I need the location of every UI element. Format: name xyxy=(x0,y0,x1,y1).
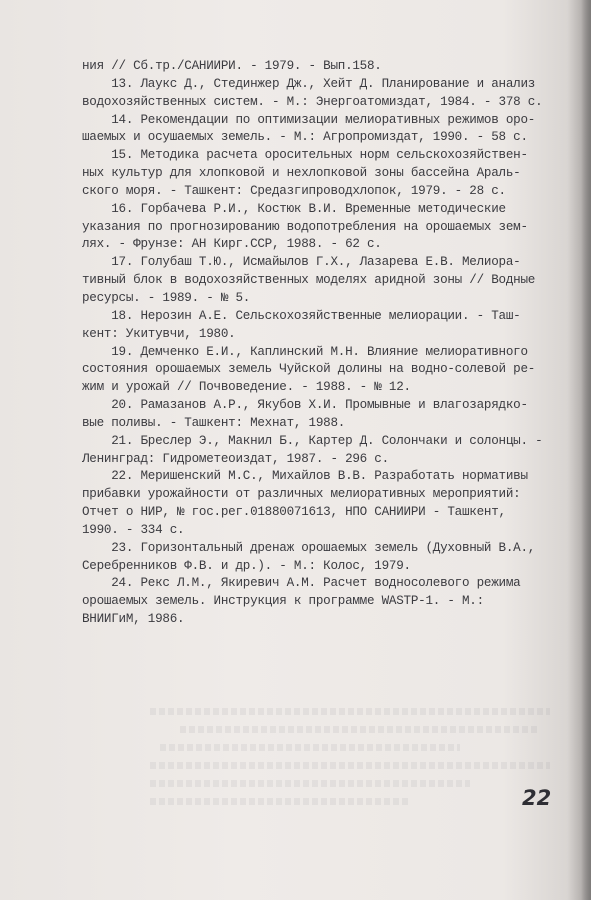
text-line: тивный блок в водохозяйственных моделях аридной зоны // Водные xyxy=(82,273,536,288)
text-line: прибавки урожайности от различных мелиоративных мероприятий: xyxy=(82,487,521,502)
text-line: 18. Нерозин А.Е. Сельскохозяйственные мелиорации. - Таш- xyxy=(82,308,521,323)
text-line: 16. Горбачева Р.И., Костюк В.И. Временные методические xyxy=(82,201,506,216)
text-line: указания по прогнозированию водопотребления на орошаемых зем- xyxy=(82,219,528,234)
bleed-through-line xyxy=(150,762,550,769)
text-line: 24. Рекс Л.М., Якиревич А.М. Расчет водносолевого режима xyxy=(82,576,521,591)
bleed-through-line xyxy=(150,798,410,805)
bleed-through-line xyxy=(150,780,470,787)
page-edge-shadow xyxy=(581,0,591,900)
bleed-through-line xyxy=(160,744,460,751)
bleed-through-line xyxy=(150,708,550,715)
text-line: 17. Голубаш Т.Ю., Исмайылов Г.Х., Лазарева Е.В. Мелиора- xyxy=(82,255,521,270)
text-line: Ленинград: Гидрометеоиздат, 1987. - 296 с. xyxy=(82,451,389,466)
text-line: 23. Горизонтальный дренаж орошаемых земель (Духовный В.А., xyxy=(82,540,536,555)
text-line: шаемых и осушаемых земель. - М.: Агропромиздат, 1990. - 58 с. xyxy=(82,130,528,145)
text-line: 13. Лаукс Д., Стединжер Дж., Хейт Д. Планирование и анализ xyxy=(82,76,536,91)
text-line: кент: Укитувчи, 1980. xyxy=(82,326,236,341)
bleed-through-line xyxy=(180,726,540,733)
bibliography-text xyxy=(82,58,577,629)
text-line: состояния орошаемых земель Чуйской долины на водно-солевой ре- xyxy=(82,362,536,377)
text-line: Серебренников Ф.В. и др.). - М.: Колос, 1979. xyxy=(82,558,411,573)
text-line: 1990. - 334 с. xyxy=(82,522,185,537)
text-line: ресурсы. - 1989. - № 5. xyxy=(82,290,251,305)
text-line: ского моря. - Ташкент: Средазгипроводхлопок, 1979. - 28 с. xyxy=(82,183,506,198)
text-line: лях. - Фрунзе: АН Кирг.ССР, 1988. - 62 с. xyxy=(82,237,382,252)
text-line: вые поливы. - Ташкент: Мехнат, 1988. xyxy=(82,415,346,430)
text-line: жим и урожай // Почвоведение. - 1988. - № 12. xyxy=(82,380,411,395)
text-line: ных культур для хлопковой и нехлопковой зоны бассейна Араль- xyxy=(82,166,521,181)
text-line: водохозяйственных систем. - М.: Энергоатомиздат, 1984. - 378 с. xyxy=(82,94,543,109)
text-line: 15. Методика расчета оросительных норм сельскохозяйствен- xyxy=(82,148,528,163)
text-line: ВНИИГиМ, 1986. xyxy=(82,612,185,627)
text-line: ния // Сб.тр./САНИИРИ. - 1979. - Вып.158. xyxy=(82,59,382,73)
text-line: 19. Демченко Е.И., Каплинский М.Н. Влияние мелиоративного xyxy=(82,344,528,359)
text-line: орошаемых земель. Инструкция к программе WASTP-1. - М.: xyxy=(82,594,484,609)
text-line: 14. Рекомендации по оптимизации мелиоративных режимов оро- xyxy=(82,112,536,127)
text-line: 22. Меришенский М.С., Михайлов В.В. Разработать нормативы xyxy=(82,469,528,484)
page-number: 22 xyxy=(522,786,552,810)
text-line: 20. Рамазанов А.Р., Якубов Х.И. Промывные и влагозарядко- xyxy=(82,398,528,413)
text-line: 21. Бреслер Э., Макнил Б., Картер Д. Солончаки и солонцы. - xyxy=(82,433,543,448)
text-line: Отчет о НИР, № гос.рег.01880071613, НПО САНИИРИ - Ташкент, xyxy=(82,505,506,520)
